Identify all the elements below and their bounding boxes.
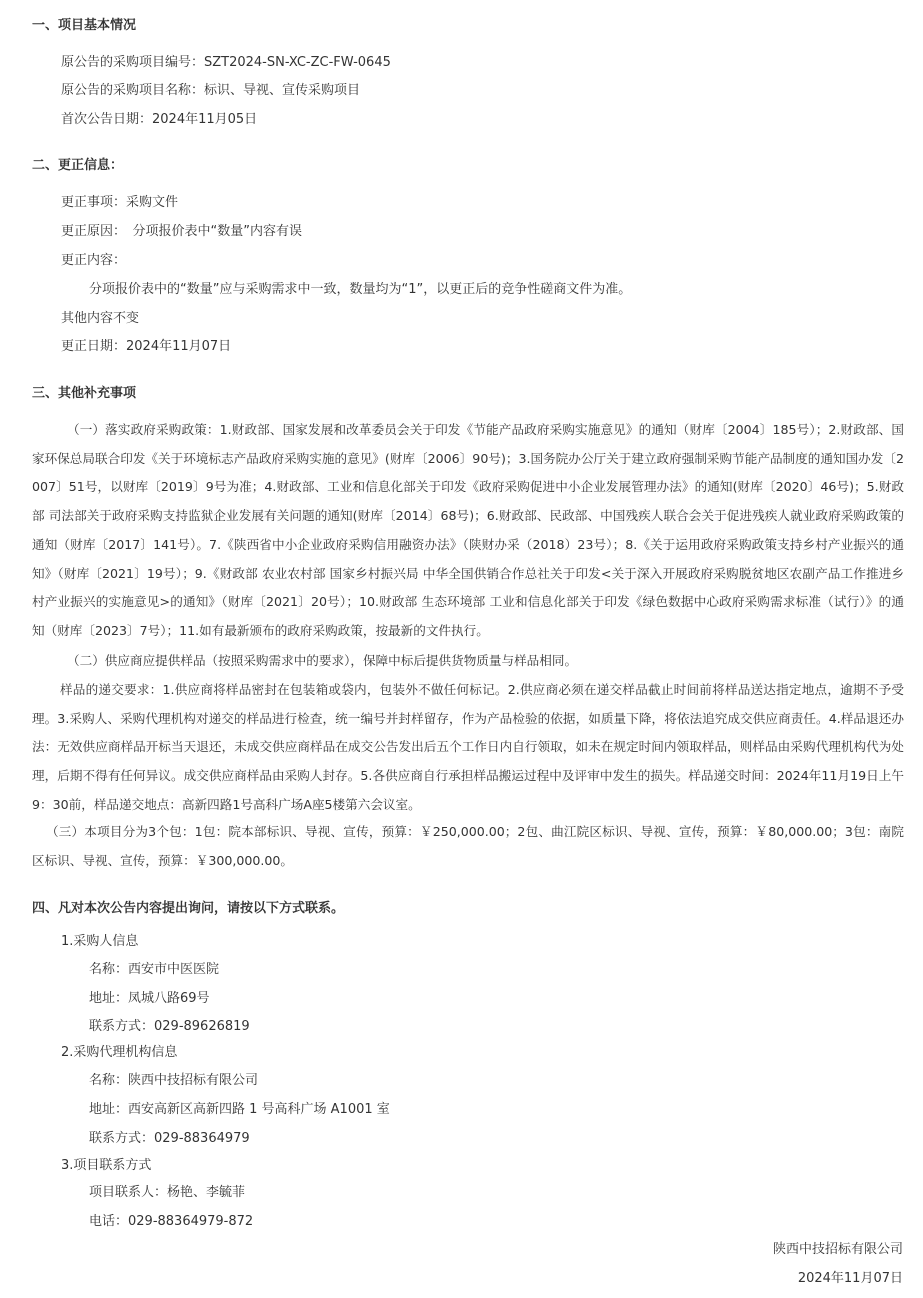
correction-item: 更正事项：采购文件 <box>61 195 179 210</box>
agency-info-title: 2.采购代理机构信息 <box>61 1045 178 1060</box>
section-2-heading: 二、更正信息： <box>32 158 124 173</box>
purchaser-phone: 联系方式：029-89626819 <box>89 1019 250 1034</box>
section-1-heading: 一、项目基本情况 <box>32 18 137 33</box>
purchaser-name: 名称：西安市中医医院 <box>89 962 220 977</box>
other-content-unchanged: 其他内容不变 <box>61 311 140 326</box>
correction-content-text: 分项报价表中的“数量”应与采购需求中一致，数量均为“1”，以更正后的竞争性磋商文件为准。 <box>89 282 632 297</box>
agency-phone: 联系方式：029-88364979 <box>89 1131 250 1146</box>
project-contact-title: 3.项目联系方式 <box>61 1158 152 1173</box>
section-4-heading: 四、凡对本次公告内容提出询问，请按以下方式联系。 <box>32 901 345 916</box>
first-announcement-date: 首次公告日期：2024年11月05日 <box>61 112 258 127</box>
procurement-policy-paragraph: （一）落实政府采购政策：1.财政部、国家发展和改革委员会关于印发《节能产品政府采购实施意见》的通知（财库〔2004〕185号）；2.财政部、国家环保总局联合印发《关于环境标志产品政府采购实施的意见》(财库〔2006〕90号)；3.国务院办公厅关于建立政府强制采购节能产品制度的通知国办发〔2007〕51号，以财库〔2019〕9号为准；4.财政部、工业和信息化部关于印发《政府采购促进中小企业发展管理办法》的通知(财库〔2020〕46号)；5.财政部 司法部关于政府采购支持监狱企业发展有关问题的通知(财库〔2014〕68号)；6.财政部、民政部、中国残疾人联合会关于促进残疾人就业政府采购政策的通知（财库〔2017〕141号）。7.《陕西省中小企业政府采购信用融资办法》（陕财办采（2018）23号）；8.《关于运用政府采购政策支持乡村产业振兴的通知》（财库〔2021〕19号）；9.《财政部 农业农村部 国家乡村振兴局 中华全国供销合作总社关于印发<关于深入开展政府采购脱贫地区农副产品工作推进乡村产业振兴的实施意见>的通知》（财库〔2021〕20号）；10.财政部 生态环境部 工业和信息化部关于印发《绿色数据中心政府采购需求标准（试行）》的通知（财库〔2023〕7号）；11.如有最新颁布的政府采购政策，按最新的文件执行。 <box>32 422 904 638</box>
project-contact-person: 项目联系人：杨艳、李毓菲 <box>89 1185 246 1200</box>
correction-date: 更正日期：2024年11月07日 <box>61 339 232 354</box>
sample-intro-paragraph: （二）供应商应提供样品（按照采购需求中的要求），保障中标后提供货物质量与样品相同。 <box>67 653 578 668</box>
purchaser-address: 地址：凤城八路69号 <box>89 991 210 1006</box>
sample-requirements-paragraph: 样品的递交要求：1.供应商将样品密封在包装箱或袋内，包装外不做任何标记。2.供应商必须在递交样品截止时间前将样品送达指定地点，逾期不予受理。3.采购人、采购代理机构对递交的样品进行检查，统一编号并封样留存，作为产品检验的依据，如质量下降，将依法追究成交供应商责任。4.样品退还办法：无效供应商样品开标当天退还，未成交供应商样品在成交公告发出后五个工作日内自行领取，如未在规定时间内领取样品，则样品由采购代理机构代为处理，后期不得有任何异议。成交供应商样品由采购人封存。5.各供应商自行承担样品搬运过程中及评审中发生的损失。样品递交时间：2024年11月19日上午9：30前，样品递交地点：高新四路1号高科广场A座5楼第六会议室。 <box>32 682 904 812</box>
signature-date: 2024年11月07日 <box>797 1271 903 1286</box>
correction-content-label: 更正内容： <box>61 253 127 268</box>
signature-company: 陕西中技招标有限公司 <box>772 1242 903 1257</box>
purchaser-info-title: 1.采购人信息 <box>61 934 139 949</box>
original-project-name: 原公告的采购项目名称：标识、导视、宣传采购项目 <box>61 83 361 98</box>
agency-name: 名称：陕西中技招标有限公司 <box>89 1073 259 1088</box>
agency-address: 地址：西安高新区高新四路 1 号高科广场 A1001 室 <box>89 1102 390 1117</box>
section-3-heading: 三、其他补充事项 <box>32 386 137 401</box>
original-project-number: 原公告的采购项目编号：SZT2024-SN-XC-ZC-FW-0645 <box>61 55 391 70</box>
correction-reason: 更正原因： 分项报价表中“数量”内容有误 <box>61 224 302 239</box>
project-contact-phone: 电话：029-88364979-872 <box>89 1214 254 1229</box>
packages-paragraph: （三）本项目分为3个包：1包：院本部标识、导视、宣传，预算：￥250,000.00；2包、曲江院区标识、导视、宣传，预算：￥80,000.00；3包：南院区标识、导视、宣传，预算：￥300,000.00。 <box>32 824 904 868</box>
